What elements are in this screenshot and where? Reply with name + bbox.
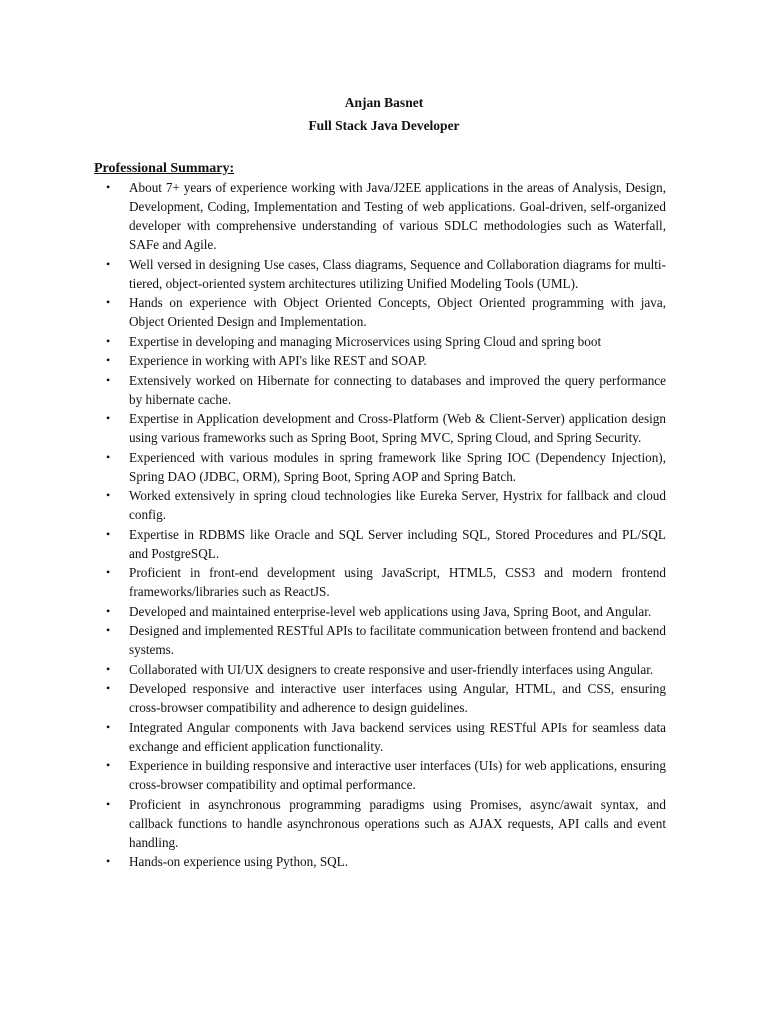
- summary-item: • Expertise in developing and managing Microservices using Spring Cloud and spring boot: [94, 332, 666, 351]
- section-heading-professional-summary: Professional Summary:: [94, 161, 235, 176]
- summary-item: • Proficient in asynchronous programming paradigms using Promises, async/await syntax, and callback functions to handle asynchronous operations such as AJAX requests, API calls and event handling.: [94, 795, 666, 852]
- summary-item: • Integrated Angular components with Java backend services using RESTful APIs for seamless data exchange and efficient application functionality.: [94, 718, 666, 756]
- summary-list: [94, 178, 666, 872]
- summary-item: • Expertise in RDBMS like Oracle and SQL Server including SQL, Stored Procedures and PL/SQL and PostgreSQL.: [94, 525, 666, 563]
- summary-item: • Collaborated with UI/UX designers to create responsive and user-friendly interfaces using Angular.: [94, 660, 666, 679]
- summary-item: • Experience in working with API's like REST and SOAP.: [94, 351, 666, 370]
- summary-item: • About 7+ years of experience working with Java/J2EE applications in the areas of Analysis, Design, Development, Coding, Implementation and Testing of web applications. Goal-driven, self-organized developer with comprehensive understanding of various SDLC methodologies such as Waterfall, SAFe and Agile.: [94, 178, 666, 254]
- summary-item: • Extensively worked on Hibernate for connecting to databases and improved the query performance by hibernate cache.: [94, 371, 666, 409]
- summary-item: • Developed responsive and interactive user interfaces using Angular, HTML, and CSS, ensuring cross-browser compatibility and adherence to design guidelines.: [94, 679, 666, 717]
- summary-item: • Proficient in front-end development using JavaScript, HTML5, CSS3 and modern frontend frameworks/libraries such as ReactJS.: [94, 563, 666, 601]
- summary-item: • Worked extensively in spring cloud technologies like Eureka Server, Hystrix for fallback and cloud config.: [94, 486, 666, 524]
- summary-item: • Hands-on experience using Python, SQL.: [94, 852, 666, 871]
- summary-item: • Hands on experience with Object Oriented Concepts, Object Oriented programming with java, Object Oriented Design and Implementation.: [94, 293, 666, 331]
- summary-item: • Experience in building responsive and interactive user interfaces (UIs) for web applications, ensuring cross-browser compatibility and optimal performance.: [94, 756, 666, 794]
- summary-item: • Developed and maintained enterprise-level web applications using Java, Spring Boot, and Angular.: [94, 602, 666, 621]
- summary-item: • Experienced with various modules in spring framework like Spring IOC (Dependency Injection), Spring DAO (JDBC, ORM), Spring Boot, Spring AOP and Spring Batch.: [94, 448, 666, 486]
- summary-item: • Designed and implemented RESTful APIs to facilitate communication between frontend and backend systems.: [94, 621, 666, 659]
- summary-item: • Well versed in designing Use cases, Class diagrams, Sequence and Collaboration diagrams for multi-tiered, object-oriented system architectures utilizing Unified Modeling Tools (UML).: [94, 255, 666, 293]
- job-title: Full Stack Java Developer: [308, 118, 460, 133]
- summary-item: • Expertise in Application development and Cross-Platform (Web & Client-Server) application design using various frameworks such as Spring Boot, Spring MVC, Spring Cloud, and Spring Security.: [94, 409, 666, 447]
- candidate-name: Anjan Basnet: [344, 95, 424, 110]
